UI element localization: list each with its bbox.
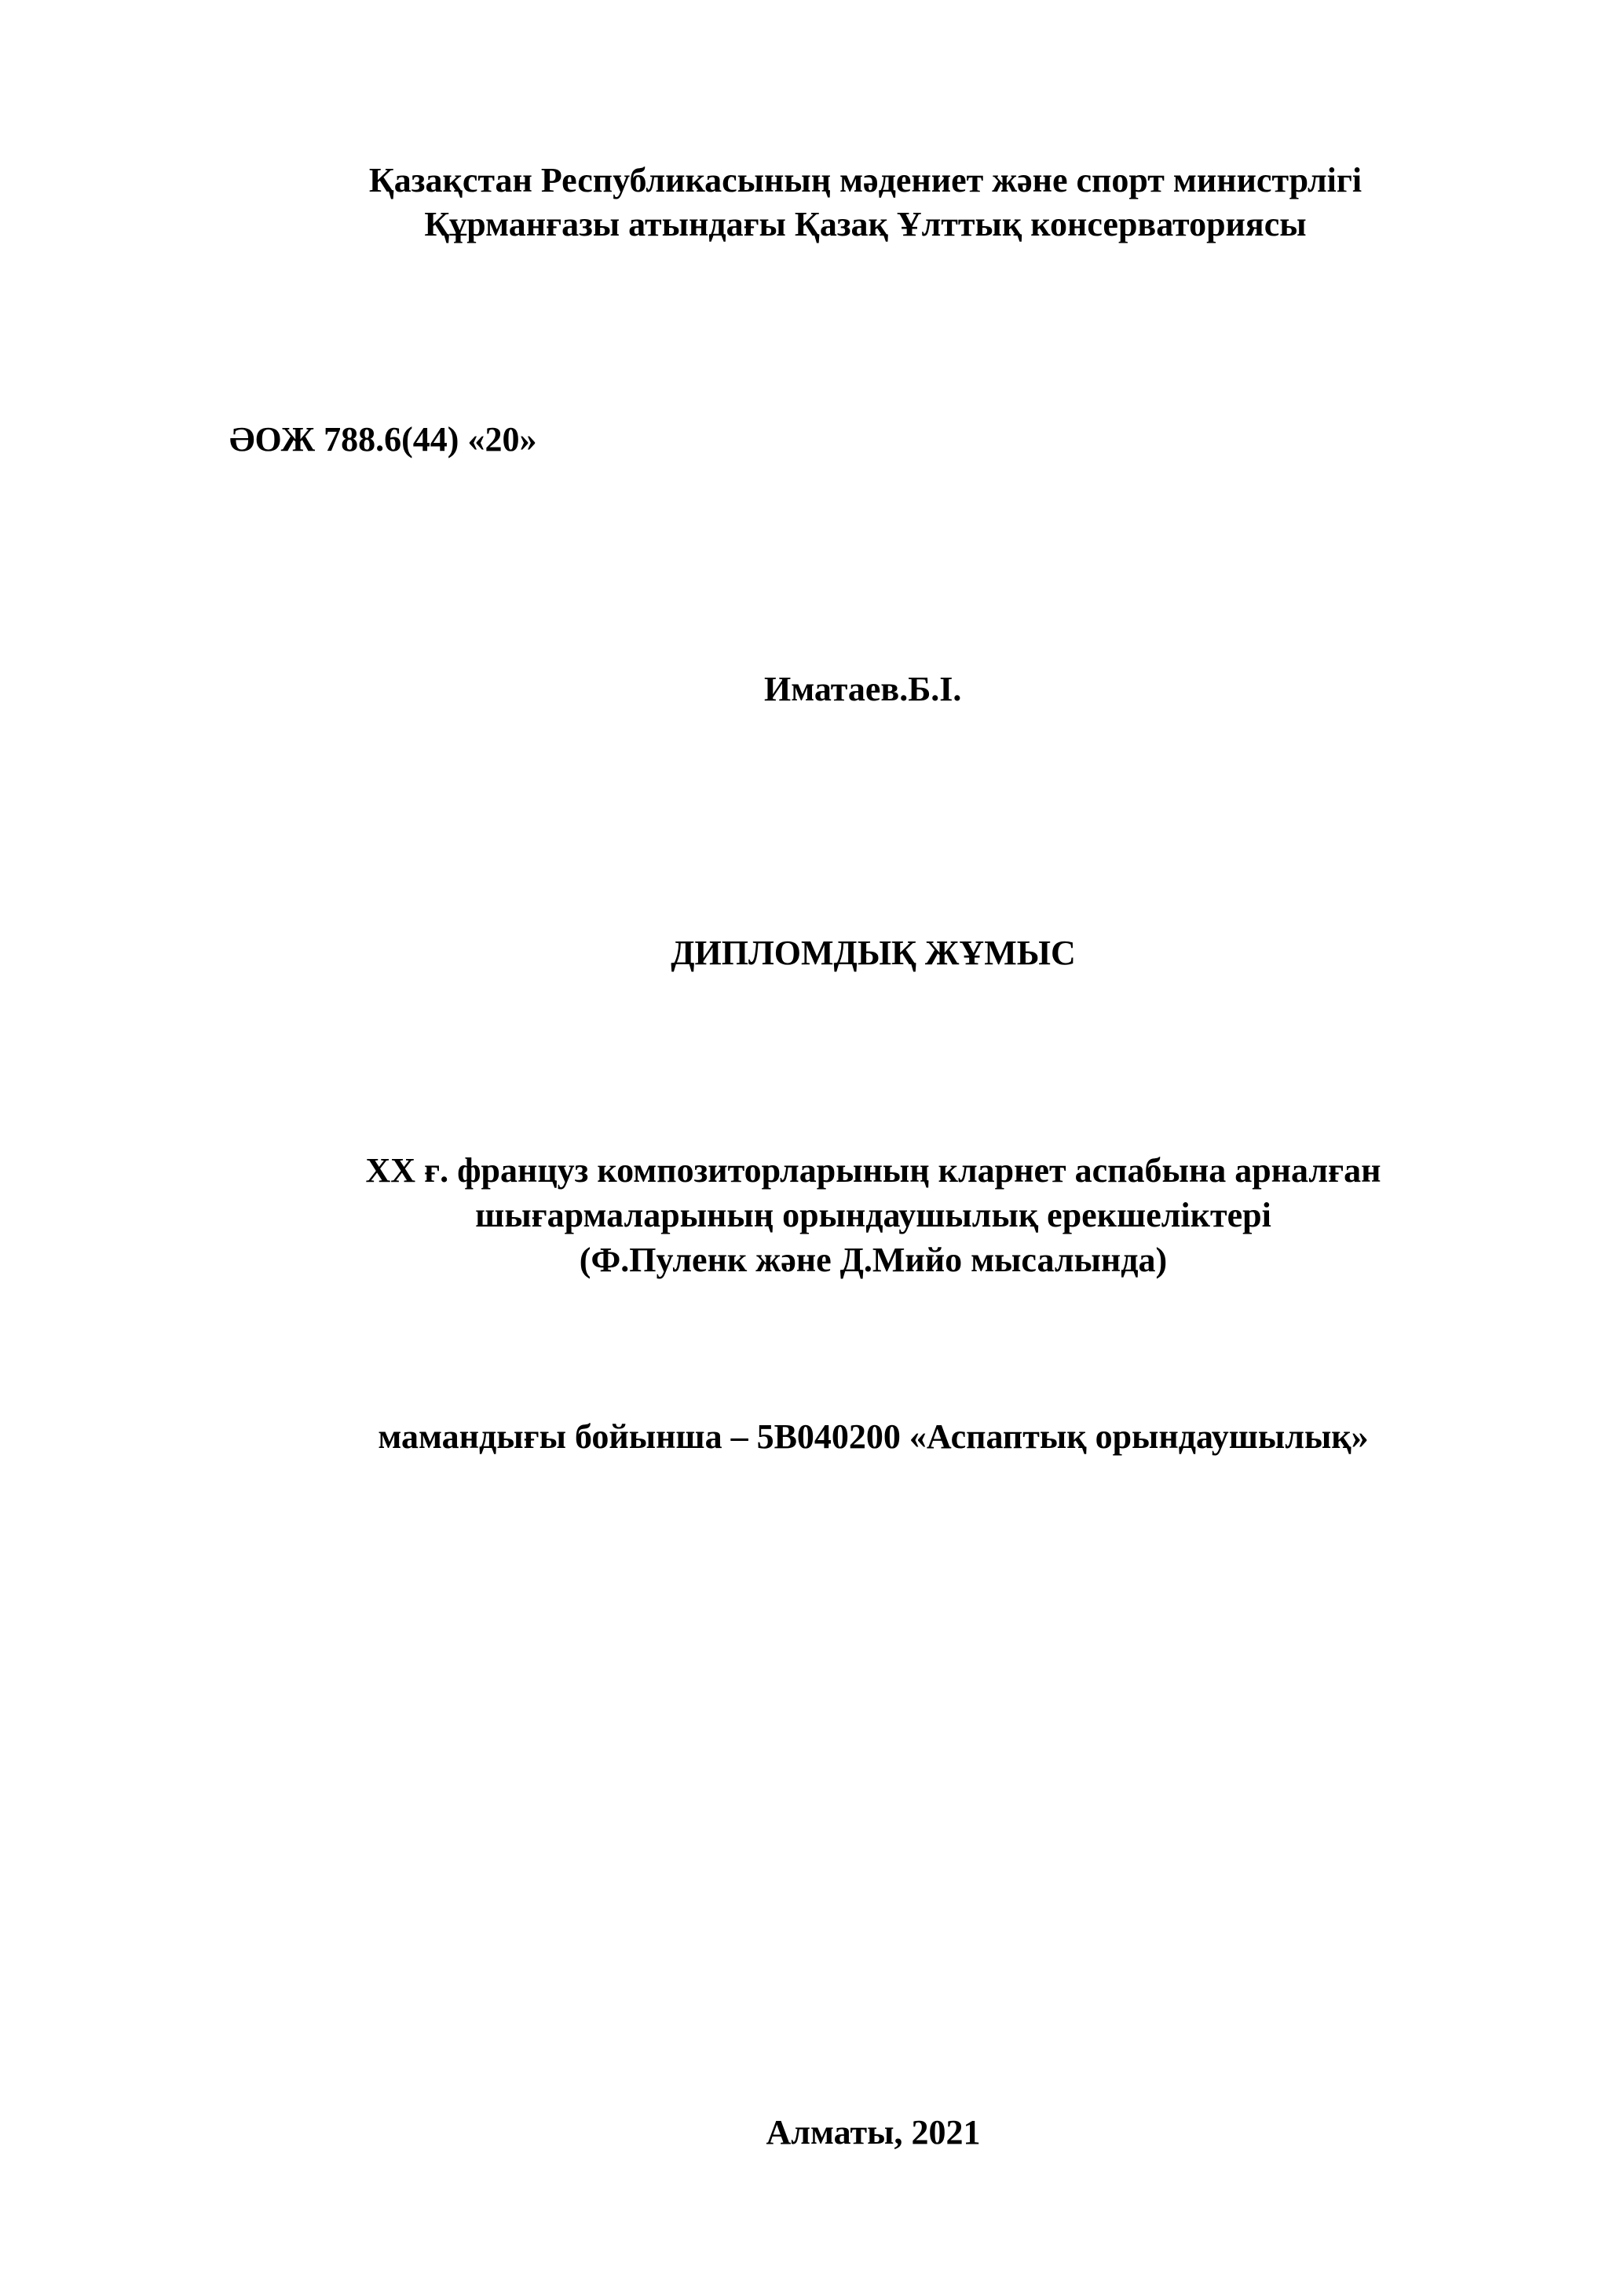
- author-name: Иматаев.Б.І.: [764, 670, 962, 708]
- udc-code: ӘОЖ 788.6(44) «20»: [229, 420, 537, 459]
- specialty: мамандығы бойынша – 5В040200 «Аспаптық орындаушылық»: [378, 1417, 1369, 1456]
- thesis-title-line-1: XX ғ. француз композиторларының кларнет аспабына арналған: [365, 1151, 1381, 1190]
- city-year: Алматы, 2021: [766, 2113, 981, 2152]
- ministry-title: Қазақстан Республикасының мәдениет және спорт министрлігі: [368, 161, 1362, 199]
- thesis-title-line-3: (Ф.Пуленк және Д.Мийо мысалында): [579, 1241, 1168, 1279]
- work-type: ДИПЛОМДЫҚ ЖҰМЫС: [671, 934, 1076, 972]
- thesis-title-line-2: шығармаларының орындаушылық ерекшеліктері: [475, 1196, 1271, 1234]
- institution-title: Құрманғазы атындағы Қазақ Ұлттық консерваториясы: [424, 205, 1307, 243]
